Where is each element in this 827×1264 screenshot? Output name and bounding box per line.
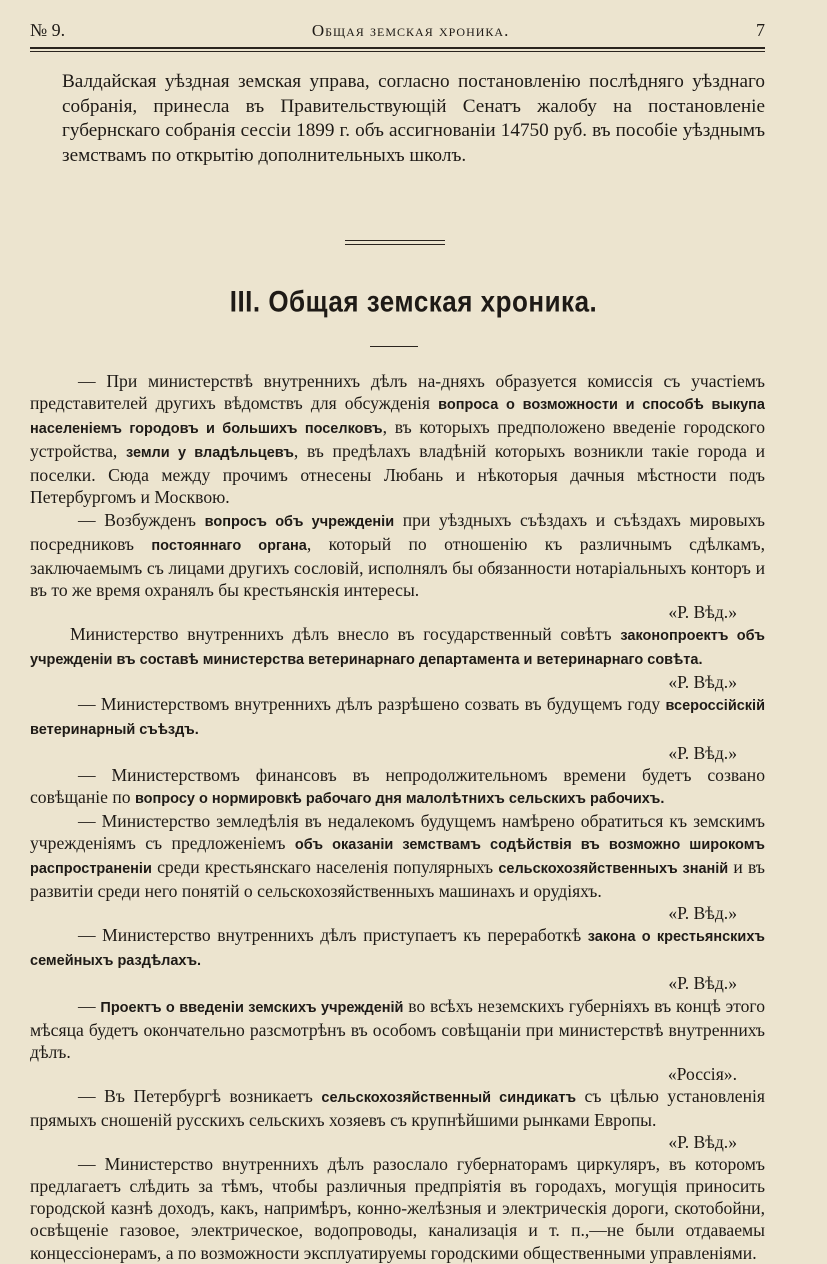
news-item — [30, 370, 765, 509]
item-emphasis: вопроса о возможности и способѣ выкупа населеніемъ городовъ и большихъ поселковъ — [30, 397, 765, 438]
source-citation: «Р. Вѣд.» — [668, 742, 737, 763]
item-text: во всѣхъ неземскихъ губерніяхъ въ концѣ этого мѣсяца будетъ окончательно разсмотрѣнъ въ особомъ совѣщаніи при министерствѣ внутреннихъ дѣлъ. — [30, 995, 765, 1062]
item-emphasis: сельскохозяйственныхъ знаній — [498, 860, 729, 877]
item-text: — При министерствѣ внутреннихъ дѣлъ на-дняхъ образуется комиссія съ участіемъ представителей другихъ вѣдомствъ для обсужденія — [30, 371, 765, 414]
item-emphasis: закона о крестьянскихъ семейныхъ раздѣлахъ. — [30, 929, 765, 970]
item-text: при уѣздныхъ съѣздахъ и съѣздахъ мировыхъ посредниковъ — [30, 509, 765, 554]
news-item — [30, 1153, 765, 1263]
source-citation: «Р. Вѣд.» — [668, 973, 737, 994]
item-text: , въ которыхъ предположено введеніе городского устройства, — [30, 417, 765, 462]
running-header — [30, 20, 765, 44]
item-emphasis: всероссійскій ветеринарный съѣздъ. — [30, 698, 765, 739]
item-text: среди крестьянскаго населенія популярныхъ — [151, 856, 499, 877]
news-item — [30, 810, 765, 924]
item-text: — Министерство земледѣлія въ недалекомъ будущемъ намѣрено обратиться къ земскимъ учрежденіямъ съ предложеніемъ — [30, 810, 765, 853]
item-emphasis: земли у владѣльцевъ — [125, 445, 294, 462]
item-text: — Министерство внутреннихъ дѣлъ приступаетъ къ переработкѣ — [78, 925, 588, 946]
news-item — [30, 924, 765, 994]
source-citation: «Р. Вѣд.» — [668, 672, 737, 693]
lead-paragraph — [62, 70, 765, 168]
source-citation: «Р. Вѣд.» — [668, 903, 737, 924]
item-emphasis: сельскохозяйственный синдикатъ — [321, 1089, 577, 1106]
page-number: 7 — [755, 20, 765, 40]
item-emphasis: законопроектъ объ учрежденіи въ составѣ министерства ветеринарнаго департамента и ветеринарнаго совѣта. — [30, 628, 765, 669]
item-emphasis: постояннаго органа — [151, 537, 307, 554]
item-emphasis: Проектъ о введеніи земскихъ учрежденій — [100, 999, 404, 1016]
issue-number: № 9. — [30, 20, 66, 40]
item-text: — — [78, 995, 101, 1016]
item-emphasis: вопросу о нормировкѣ рабочаго дня малолѣтнихъ сельскихъ рабочихъ. — [134, 790, 665, 807]
item-text: , въ предѣлахъ владѣній которыхъ возникли такіе города и поселки. Сюда между прочимъ отнесены Любань и нѣкоторыя дачныя мѣстности подъ Петербургомъ и Москвою. — [30, 441, 765, 508]
source-citation: «Р. Вѣд.» — [668, 601, 737, 622]
section-separator — [345, 240, 445, 241]
item-text: Министерство внутреннихъ дѣлъ внесло въ государственный совѣтъ — [70, 624, 621, 645]
news-item — [30, 623, 765, 693]
header-rule-thin — [30, 51, 765, 52]
news-item — [30, 1085, 765, 1153]
item-text: , который по отношенію къ различнымъ сдѣлкамъ, заключаемымъ съ лицами другихъ сословій, исполнялъ бы обязанности нотаріальныхъ конторъ и въ то же время охранялъ бы крестьянскія интересы. — [30, 533, 765, 600]
news-item — [30, 764, 765, 810]
lead-text: Валдайская уѣздная земская управа, согласно постановленію послѣдняго уѣзднаго собранія, принесла въ Правительствующій Сенатъ жалобу на постановленіе губернскаго собранія сессіи 1899 г. объ ассигнованіи 14750 руб. въ пособіе уѣзднымъ земствамъ по открытію дополнительныхъ школъ. — [62, 71, 765, 166]
item-emphasis: объ оказаніи земствамъ содѣйствія въ возможно широкомъ распространеніи — [30, 836, 765, 877]
header-rule — [30, 47, 765, 49]
item-text: съ цѣлью установленія прямыхъ сношеній русскихъ сельскихъ хозяевъ съ крупнѣйшими рынками Европы. — [30, 1085, 765, 1130]
item-text: — Въ Петербургѣ возникаетъ — [78, 1085, 322, 1106]
item-text: и въ развитіи среди него понятій о сельскохозяйственныхъ машинахъ и орудіяхъ. — [30, 856, 765, 902]
source-citation: «Россія». — [667, 1063, 737, 1084]
source-citation: «Р. Вѣд.» — [668, 1132, 737, 1153]
item-text: — Министерствомъ финансовъ въ непродолжительномъ времени будетъ созвано совѣщаніе по — [30, 764, 765, 807]
chronicle-body — [30, 370, 765, 1264]
item-text: — Министерствомъ внутреннихъ дѣлъ разрѣшено созвать въ будущемъ году — [78, 694, 666, 715]
news-item — [30, 995, 765, 1085]
section-title: III. Общая земская хроника. — [229, 283, 598, 319]
item-emphasis: вопросъ объ учрежденіи — [204, 513, 395, 530]
news-item — [30, 693, 765, 763]
section-separator-second — [345, 244, 445, 245]
title-rule — [370, 346, 418, 347]
news-item — [30, 509, 765, 623]
item-text: — Министерство внутреннихъ дѣлъ разослало губернаторамъ циркуляръ, въ которомъ предлагаетъ слѣдить за тѣмъ, чтобы различныя предпріятія въ городахъ, могущія приносить городской казнѣ доходъ, какъ, напримѣръ, конно-желѣзныя и электрическія дороги, скотобойни, освѣщеніе газовое, электрическое, водопроводы, канализація и т. п.,—не были отдаваемы концессіонерамъ, а по возможности эксплуатируемы городскими общественными управленіями. — [30, 1154, 765, 1263]
running-title: Общая земская хроника. — [311, 21, 510, 40]
item-text: — Возбужденъ — [78, 509, 205, 530]
